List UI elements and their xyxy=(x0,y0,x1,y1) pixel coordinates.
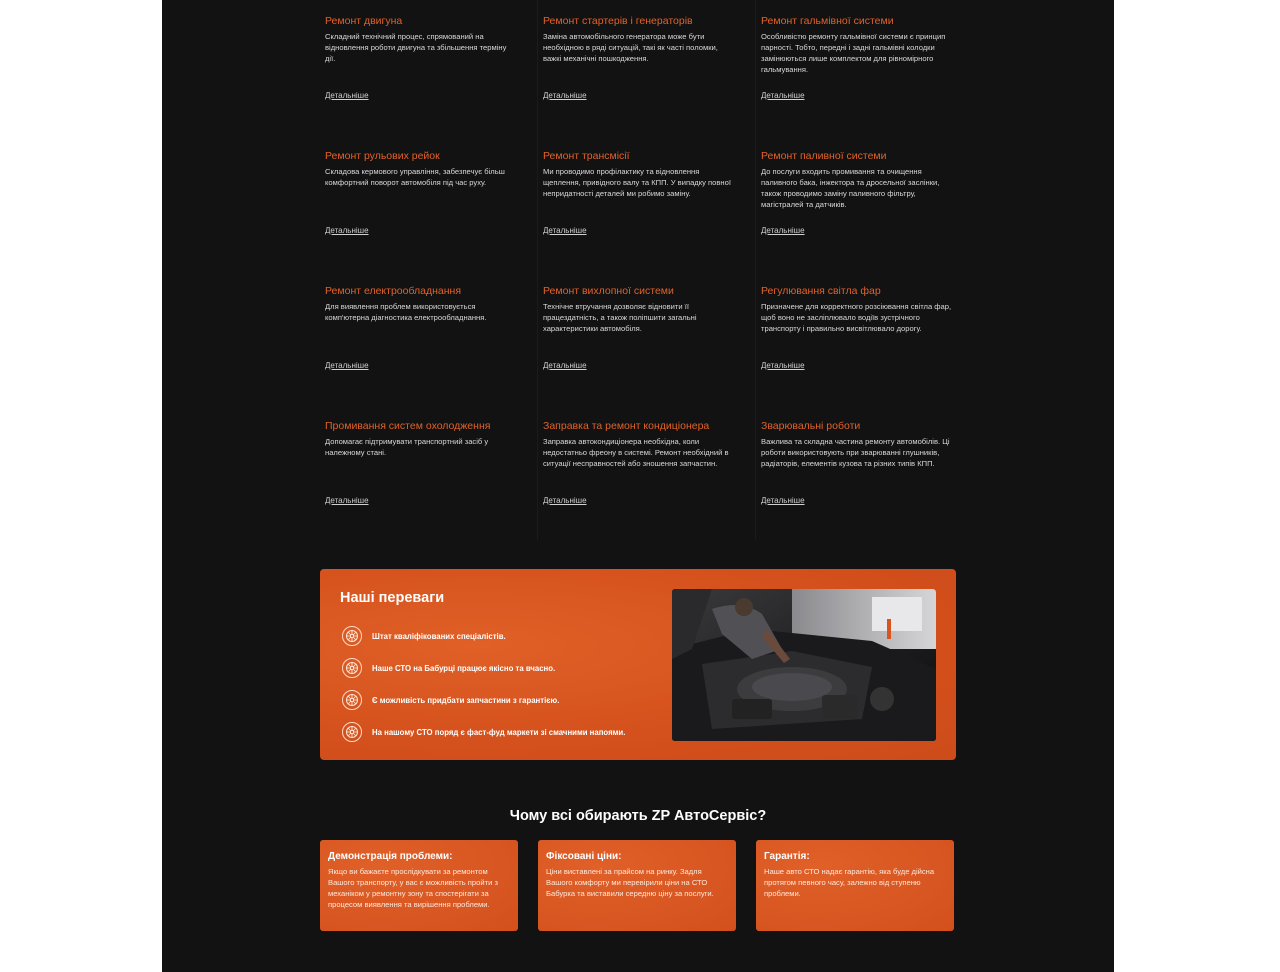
service-details-link[interactable]: Детальніше xyxy=(543,496,587,505)
service-details-link[interactable]: Детальніше xyxy=(761,496,805,505)
mechanic-photo xyxy=(672,589,936,741)
service-card xyxy=(538,135,756,270)
page xyxy=(162,0,1114,972)
advantage-item xyxy=(342,684,625,716)
why-cards xyxy=(320,840,956,932)
service-description: До послуги входить промивання та очищення паливного бака, інжектора та дросельної заслінки, також проводимо заміну паливного фільтру, магістралей та датчиків. xyxy=(761,167,940,209)
advantage-text: На нашому СТО поряд є фаст-фуд маркети зі смачними напоями. xyxy=(372,727,626,737)
why-card xyxy=(756,840,954,931)
advantages-title: Наші переваги xyxy=(340,590,445,606)
service-title: Ремонт гальмівної системи xyxy=(761,15,894,27)
service-description: Складова кермового управління, забезпечує більш комфортний поворот автомобіля під час руху. xyxy=(325,167,505,187)
mechanic-under-hood-image xyxy=(672,589,936,741)
advantage-item xyxy=(342,652,625,684)
service-description: Заміна автомобільного генератора може бути необхідною в ряді ситуацій, такі як часті поломки, важкі механічні пошкодження. xyxy=(543,32,718,63)
service-details-link[interactable]: Детальніше xyxy=(543,91,587,100)
service-title: Ремонт трансмісії xyxy=(543,150,630,162)
why-card-text: Наше авто СТО надає гарантію, яка буде дійсна протягом певного часу, залежно від ступеню проблеми. xyxy=(764,867,935,898)
service-title: Регулювання світла фар xyxy=(761,285,881,297)
service-title: Ремонт стартерів і генераторів xyxy=(543,15,693,27)
wheel-icon xyxy=(342,626,362,646)
service-title: Ремонт вихлопної системи xyxy=(543,285,674,297)
service-card xyxy=(320,135,538,270)
why-card xyxy=(320,840,518,931)
advantages-section xyxy=(320,569,956,760)
service-title: Ремонт двигуна xyxy=(325,15,403,27)
service-card xyxy=(756,405,956,540)
wheel-icon xyxy=(342,722,362,742)
service-title: Ремонт паливної системи xyxy=(761,150,887,162)
why-card-text: Ціни виставлені за прайсом на ринку. Задля Вашого комфорту ми перевірили ціни на СТО Бабурка та виставили середню ціну за послуги. xyxy=(546,867,714,898)
service-details-link[interactable]: Детальніше xyxy=(325,361,369,370)
wheel-icon xyxy=(342,690,362,710)
service-details-link[interactable]: Детальніше xyxy=(543,361,587,370)
service-card xyxy=(538,0,756,135)
service-card xyxy=(756,270,956,405)
advantage-item xyxy=(342,620,625,652)
service-description: Допомагає підтримувати транспортний засіб у належному стані. xyxy=(325,437,489,457)
service-card xyxy=(756,135,956,270)
why-card-title: Гарантія: xyxy=(764,851,810,862)
service-details-link[interactable]: Детальніше xyxy=(325,91,369,100)
why-section-title: Чому всі обирають ZP АвтоСервіс? xyxy=(509,808,767,824)
advantage-text: Є можливість придбати запчастини з гарантією. xyxy=(372,695,560,705)
service-card xyxy=(320,270,538,405)
service-card xyxy=(538,270,756,405)
wheel-icon xyxy=(342,658,362,678)
why-card-title: Фіксовані ціни: xyxy=(546,851,622,862)
service-description: Важлива та складна частина ремонту автомобілів. Ці роботи використовують при зварюванні глушників, радіаторів, елементів кузова та різних типів КПП. xyxy=(761,437,950,468)
service-description: Складний технічний процес, спрямований на відновлення роботи двигуна та збільшення терміну дії. xyxy=(325,32,507,63)
service-title: Зварювальні роботи xyxy=(761,420,861,432)
advantage-item xyxy=(342,716,625,748)
advantage-text: Штат кваліфікованих спеціалістів. xyxy=(372,631,506,641)
why-card xyxy=(538,840,736,931)
advantages-list xyxy=(342,620,625,748)
service-description: Ми проводимо профілактику та відновлення щеплення, привідного валу та КПП. У випадку повної непридатності деталей ми робимо заміну. xyxy=(543,167,731,198)
service-title: Ремонт електрообладнання xyxy=(325,285,462,297)
service-card xyxy=(756,0,956,135)
why-card-text: Якщо ви бажаєте прослідкувати за ремонтом Вашого транспорту, у вас є можливість пройти з механіком у ремонтну зону та спостерігати за процесом виявлення та вирішення проблеми. xyxy=(328,867,498,909)
service-description: Призначене для корректного розсіювання світла фар, щоб воно не засліплювало водіїв зустрічного транспорту і правильно висвітлювало дорогу. xyxy=(761,302,952,333)
service-title: Ремонт рульових рейок xyxy=(325,150,440,162)
service-description: Технічне втручання дозволяє відновити її працездатність, а також поліпшити загальні характеристики автомобіля. xyxy=(543,302,697,333)
service-card xyxy=(320,0,538,135)
service-details-link[interactable]: Детальніше xyxy=(543,226,587,235)
advantage-text: Наше СТО на Бабурці працює якісно та вчасно. xyxy=(372,663,556,673)
why-card-title: Демонстрація проблеми: xyxy=(328,851,453,862)
service-description: Для виявлення проблем використовується комп'ютерна діагностика електрообладнання. xyxy=(325,302,487,322)
service-card xyxy=(538,405,756,540)
service-details-link[interactable]: Детальніше xyxy=(761,361,805,370)
service-description: Заправка автокондиціонера необхідна, коли недостатньо фреону в системі. Ремонт необхідний в ситуації несправностей або зношення запчастин. xyxy=(543,437,729,468)
service-title: Промивання систем охолодження xyxy=(325,420,491,432)
services-grid xyxy=(320,0,956,540)
service-title: Заправка та ремонт кондиціонера xyxy=(543,420,710,432)
service-details-link[interactable]: Детальніше xyxy=(761,91,805,100)
service-details-link[interactable]: Детальніше xyxy=(761,226,805,235)
service-description: Особливістю ремонту гальмівної системи є принцип парності. Тобто, передні і задні гальмівні колодки замінюються лише комплектом для рівномірного гальмування. xyxy=(761,32,946,74)
service-card xyxy=(320,405,538,540)
service-details-link[interactable]: Детальніше xyxy=(325,226,369,235)
service-details-link[interactable]: Детальніше xyxy=(325,496,369,505)
